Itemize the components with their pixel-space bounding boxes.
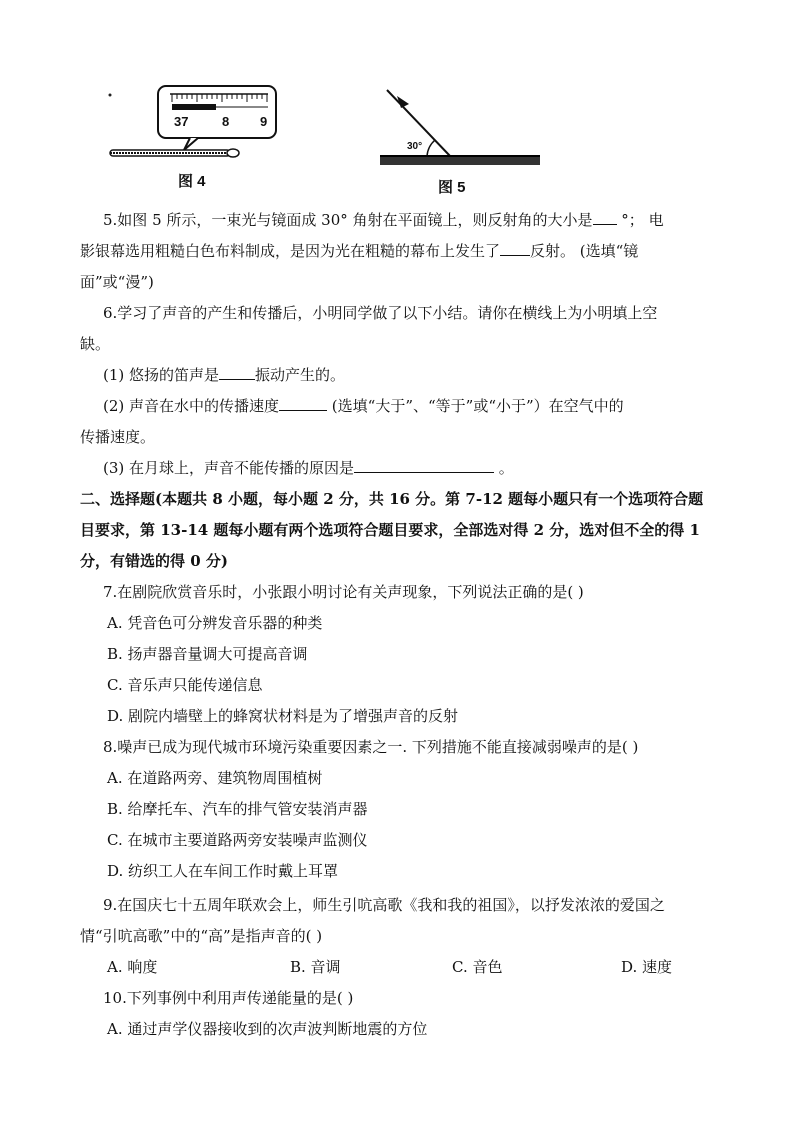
q9-stem-line-2: 情“引吭高歌”中的“高”是指声音的( ) xyxy=(80,927,323,945)
figure-4-caption: 图 4 xyxy=(178,173,206,190)
q6-sub1-text-a: (1) 悠扬的笛声是 xyxy=(103,366,220,384)
section-2-line-2: 目要求，第 13-14 题每小题有两个选项符合题目要求，全部选对得 2 分，选对但不全的得 1 xyxy=(80,521,700,539)
q5-line-1 xyxy=(103,210,664,230)
figure-5 xyxy=(375,80,545,175)
q10-stem: 10.下列事例中利用声传递能量的是( ) xyxy=(103,989,354,1007)
q6-sub3-text-b: 。 xyxy=(494,459,514,477)
q8-option-c[interactable]: C. 在城市主要道路两旁安装噪声监测仪 xyxy=(107,831,368,849)
angle-label: 30° xyxy=(407,141,423,152)
scale-label-37: 37 xyxy=(174,114,189,129)
q6-blank-2[interactable] xyxy=(279,396,327,411)
q6-sub-3 xyxy=(103,458,514,478)
thermometer-diagram xyxy=(100,80,300,170)
q7-option-b[interactable]: B. 扬声器音量调大可提高音调 xyxy=(107,645,308,663)
q5-text-b: °； 电 xyxy=(616,211,664,229)
section-2-line-1: 二、选择题(本题共 8 小题，每小题 2 分，共 16 分。第 7-12 题每小题只有一个选项符合题 xyxy=(80,490,704,508)
q9-stem-line-1: 9.在国庆七十五周年联欢会上，师生引吭高歌《我和我的祖国》，以抒发浓浓的爱国之 xyxy=(103,896,665,914)
q10-option-a[interactable]: A. 通过声学仪器接收到的次声波判断地震的方位 xyxy=(107,1020,428,1038)
q6-sub-2 xyxy=(103,396,624,416)
scale-label-8: 8 xyxy=(222,114,230,129)
q6-line-2: 缺。 xyxy=(80,335,111,353)
q5-text-c: 影银幕选用粗糙白色布料制成，是因为光在粗糙的幕布上发生了 xyxy=(80,242,501,260)
q8-stem: 8.噪声已成为现代城市环境污染重要因素之一. 下列措施不能直接减弱噪声的是( ) xyxy=(103,738,639,756)
q7-option-d[interactable]: D. 剧院内墙壁上的蜂窝状材料是为了增强声音的反射 xyxy=(107,707,459,725)
q8-option-a[interactable]: A. 在道路两旁、建筑物周围植树 xyxy=(107,769,323,787)
q6-blank-1[interactable] xyxy=(219,365,255,380)
q9-option-a[interactable]: A. 响度 xyxy=(107,958,158,976)
scale-label-9: 9 xyxy=(260,114,268,129)
q9-option-c[interactable]: C. 音色 xyxy=(452,958,503,976)
q8-option-b[interactable]: B. 给摩托车、汽车的排气管安装消声器 xyxy=(107,800,368,818)
q8-option-d[interactable]: D. 纺织工人在车间工作时戴上耳罩 xyxy=(107,862,339,880)
q6-line-1: 6.学习了声音的产生和传播后，小明同学做了以下小结。请你在横线上为小明填上空 xyxy=(103,304,658,322)
q6-blank-3[interactable] xyxy=(354,458,494,473)
q7-option-a[interactable]: A. 凭音色可分辨发音乐器的种类 xyxy=(107,614,323,632)
q6-sub1-text-b: 振动产生的。 xyxy=(255,366,346,384)
q5-blank-2[interactable] xyxy=(500,241,530,256)
q7-option-c[interactable]: C. 音乐声只能传递信息 xyxy=(107,676,263,694)
mirror-ray-diagram xyxy=(375,80,545,175)
figure-5-caption: 图 5 xyxy=(438,179,466,196)
q6-sub-1 xyxy=(103,365,345,385)
q9-option-d[interactable]: D. 速度 xyxy=(621,958,673,976)
q5-text-a: 5.如图 5 所示，一束光与镜面成 30° 角射在平面镜上，则反射角的大小是 xyxy=(103,211,593,229)
section-2-line-3: 分，有错选的得 0 分) xyxy=(80,552,228,570)
q5-text-d: 反射。 (选填“镜 xyxy=(530,242,639,260)
q7-stem: 7.在剧院欣赏音乐时，小张跟小明讨论有关声现象，下列说法正确的是( ) xyxy=(103,583,584,601)
q6-sub3-text-a: (3) 在月球上，声音不能传播的原因是 xyxy=(103,459,355,477)
q5-blank-1[interactable] xyxy=(593,210,617,225)
q5-line-2 xyxy=(80,241,638,261)
q6-sub2-text-b: (选填“大于”、“等于”或“小于”）在空气中的 xyxy=(327,397,624,415)
q6-sub2-text-a: (2) 声音在水中的传播速度 xyxy=(103,397,280,415)
q9-option-b[interactable]: B. 音调 xyxy=(290,958,341,976)
q5-line-3: 面”或“漫”) xyxy=(80,273,154,291)
q6-sub-2-cont: 传播速度。 xyxy=(80,428,156,446)
